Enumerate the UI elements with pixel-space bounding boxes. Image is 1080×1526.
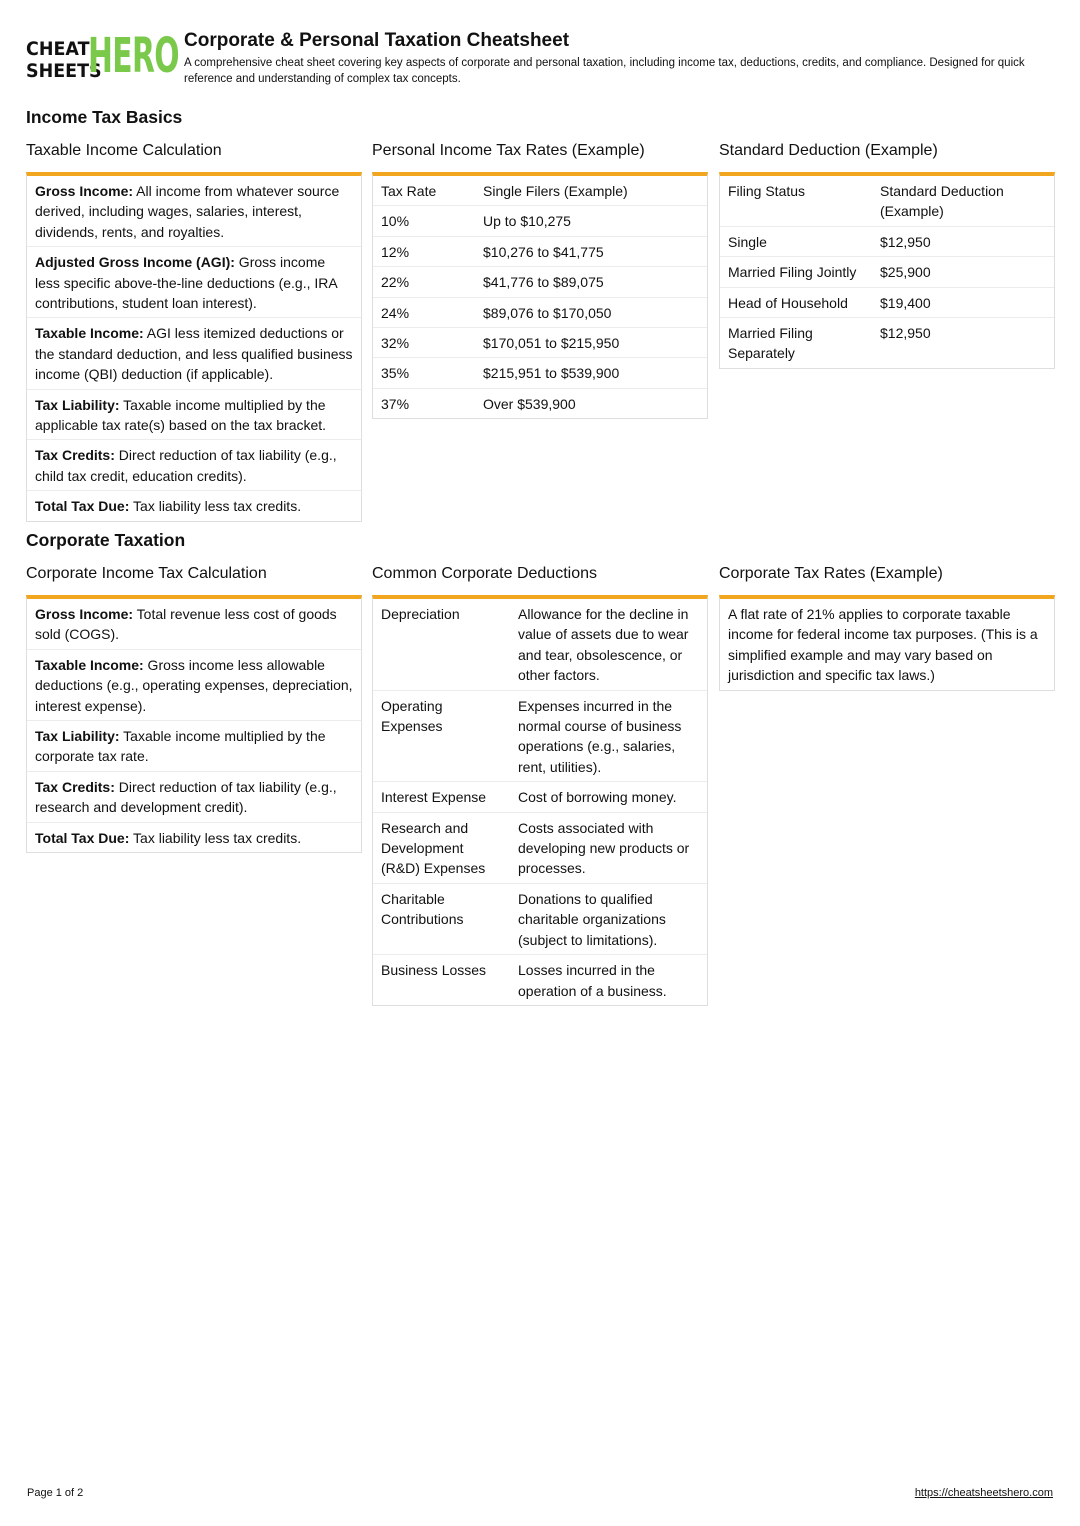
card-corporate-rates	[719, 595, 1055, 691]
section-title-income-tax-basics: Income Tax Basics	[26, 107, 183, 127]
table-row: 32% $170,051 to $215,950	[373, 328, 707, 358]
table-row: Interest Expense Cost of borrowing money.	[373, 782, 707, 812]
cheatsheetshero-logo[interactable]	[26, 28, 179, 84]
table-row: Depreciation Allowance for the decline in value of assets due to wear and tear, obsolescence, or other factors.	[373, 599, 707, 690]
table-row: Business Losses Losses incurred in the operation of a business.	[381, 962, 667, 999]
table-row: 22% $41,776 to $89,075	[373, 267, 707, 297]
card-corporate-deductions	[372, 595, 708, 1006]
list-item: Adjusted Gross Income (AGI): Gross income less specific above-the-line deductions (e.g., IRA contributions, student loan interest).	[27, 247, 361, 318]
list-item: Gross Income: Total revenue less cost of goods sold (COGS).	[27, 599, 361, 650]
logo-hero-text: HERO	[88, 28, 179, 84]
card-title-taxable-income: Taxable Income Calculation	[26, 142, 222, 159]
page-number: Page 1 of 2	[27, 1487, 84, 1499]
table-row: Operating Expenses Expenses incurred in the normal course of business operations (e.g., salaries, rent, utilities).	[373, 690, 707, 782]
list-item: Taxable Income: Gross income less allowable deductions (e.g., operating expenses, depreciation, interest expense).	[27, 650, 361, 721]
table-row: 37% Over $539,900	[381, 395, 576, 412]
table-row: 12% $10,276 to $41,775	[373, 236, 707, 266]
card-title-standard-deduction: Standard Deduction (Example)	[719, 142, 938, 159]
logo-text: CHEAT SHEETS	[26, 38, 102, 82]
table-row: 10% Up to $10,275	[373, 206, 707, 236]
table-row: Head of Household $19,400	[720, 287, 1054, 317]
table-header-row: Filing Status Standard Deduction (Example)	[720, 176, 1054, 226]
list-item: Total Tax Due: Tax liability less tax credits.	[35, 498, 302, 515]
table-header-row: Tax Rate Single Filers (Example)	[373, 176, 707, 206]
card-title-personal-rates: Personal Income Tax Rates (Example)	[372, 142, 645, 159]
list-item: Gross Income: All income from whatever source derived, including wages, salaries, interest, dividends, rents, and royalties.	[27, 176, 361, 247]
card-title-corporate-rates: Corporate Tax Rates (Example)	[719, 565, 943, 582]
list-item: Taxable Income: AGI less itemized deductions or the standard deduction, and less qualified business income (QBI) deduction (if applicable).	[27, 318, 361, 389]
personal-rates-table	[373, 176, 707, 418]
page-description: A comprehensive cheat sheet covering key aspects of corporate and personal taxation, including income tax, deductions, credits, and compliance. Designed for quick reference and understanding of complex tax concepts.	[184, 57, 1025, 85]
table-row: Married Filing Jointly $25,900	[720, 257, 1054, 287]
card-corporate-calc	[26, 595, 362, 853]
card-taxable-income	[26, 172, 362, 522]
table-row: Charitable Contributions Donations to qualified charitable organizations (subject to limitations).	[373, 883, 707, 954]
card-personal-rates	[372, 172, 708, 419]
corporate-rates-text: A flat rate of 21% applies to corporate taxable income for federal income tax purposes. (This is a simplified example and may vary based on jurisdiction and specific tax laws.)	[728, 606, 1038, 684]
list-item: Tax Liability: Taxable income multiplied by the applicable tax rate(s) based on the tax bracket.	[27, 390, 361, 441]
table-row: Research and Development (R&D) Expenses Costs associated with developing new products or processes.	[373, 812, 707, 883]
list-item: Tax Credits: Direct reduction of tax liability (e.g., child tax credit, education credits).	[27, 440, 361, 491]
list-item: Total Tax Due: Tax liability less tax credits.	[35, 829, 302, 846]
table-row: Married Filing Separately $12,950	[728, 325, 931, 362]
corporate-deductions-table	[373, 599, 707, 1005]
site-link[interactable]: https://cheatsheetshero.com	[914, 1487, 1053, 1499]
card-standard-deduction	[719, 172, 1055, 369]
table-row: 35% $215,951 to $539,900	[373, 358, 707, 388]
section-title-corporate-taxation: Corporate Taxation	[26, 530, 186, 550]
table-row: 24% $89,076 to $170,050	[373, 297, 707, 327]
list-item: Tax Liability: Taxable income multiplied by the corporate tax rate.	[27, 721, 361, 772]
page-title: Corporate & Personal Taxation Cheatsheet	[184, 30, 570, 51]
standard-deduction-table	[720, 176, 1054, 368]
card-title-corporate-calc: Corporate Income Tax Calculation	[26, 565, 267, 582]
list-item: Tax Credits: Direct reduction of tax liability (e.g., research and development credit).	[27, 772, 361, 823]
table-row: Single $12,950	[720, 226, 1054, 256]
page-header	[26, 30, 1058, 90]
card-title-corporate-deductions: Common Corporate Deductions	[372, 565, 597, 582]
